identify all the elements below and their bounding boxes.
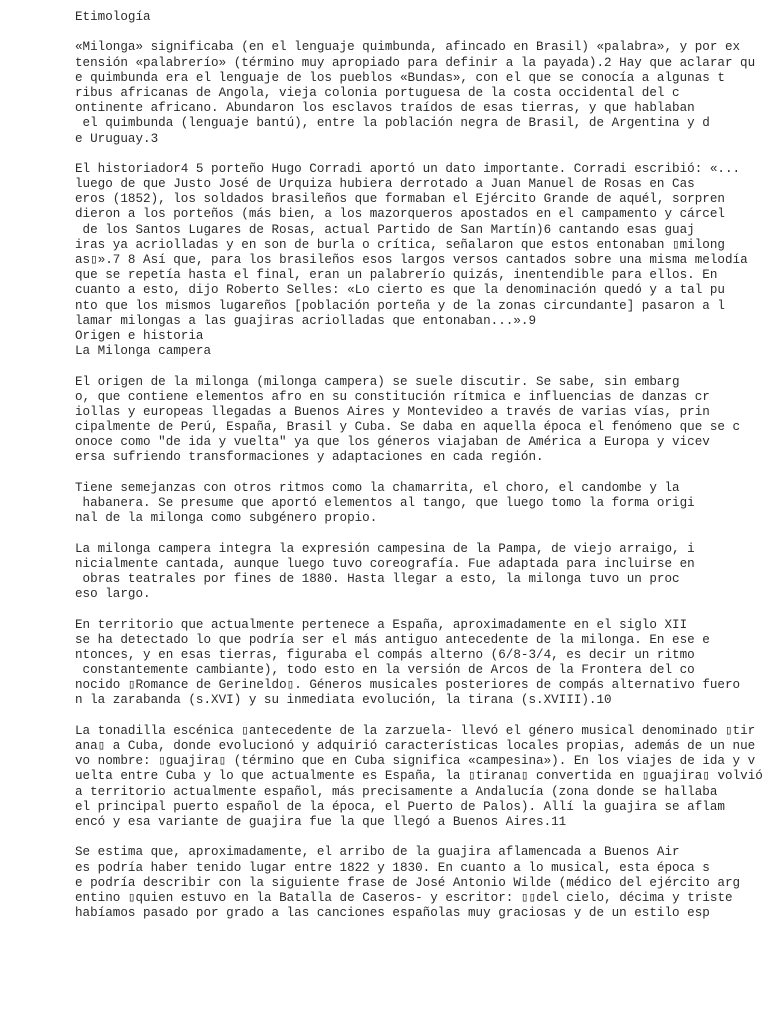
text-line: ersa sufriendo transformaciones y adaptaciones en cada región.: [75, 450, 544, 465]
text-line: Se estima que, aproximadamente, el arribo de la guajira aflamencada a Buenos Air: [75, 845, 680, 860]
text-line: vo nombre: ▯guajira▯ (término que en Cuba significa «campesina»). En los viajes de ida y v: [75, 754, 756, 769]
text-line: habanera. Se presume que aportó elementos al tango, que luego tomo la forma origi: [75, 496, 695, 510]
text-line: e Uruguay.3: [75, 131, 159, 146]
text-line: ribus africanas de Angola, vieja colonia portuguesa de la costa occidental del c: [75, 85, 680, 100]
text-line: La Milonga campera: [75, 344, 212, 359]
text-line: [75, 466, 765, 481]
text-line: cuanto a esto, dijo Roberto Selles: «Lo cierto es que la denominación quedó y a tal pu: [75, 283, 725, 298]
text-line: lamar milongas a las guajiras acriolladas que entonaban...».9: [75, 313, 537, 328]
text-line: La milonga campera integra la expresión campesina de la Pampa, de viejo arraigo, i: [75, 541, 695, 556]
text-line: [75, 709, 765, 724]
text-line: Origen e historia: [75, 328, 204, 343]
text-line: el quimbunda (lenguaje bantú), entre la población negra de Brasil, de Argentina y d: [75, 116, 710, 131]
text-line: que se repetía hasta el final, eran un palabrerío quizás, inentendible para ellos. En: [75, 268, 718, 283]
text-line: Etimología: [75, 10, 151, 24]
text-line: «Milonga» significaba (en el lenguaje quimbunda, afincado en Brasil) «palabra», y por ex: [75, 40, 741, 55]
text-line: [75, 830, 765, 845]
text-line: o, que contiene elementos afro en su constitución rítmica e influencias de danzas cr: [75, 389, 710, 404]
document-body: [75, 10, 765, 921]
text-line: eso largo.: [75, 587, 151, 602]
text-line: e podría describir con la siguiente frase de José Antonio Wilde (médico del ejército arg: [75, 875, 741, 890]
text-line: El historiador4 5 porteño Hugo Corradi aportó un dato importante. Corradi escribió: «...: [75, 161, 741, 176]
text-line: de los Santos Lugares de Rosas, actual Partido de San Martín)6 cantando esas guaj: [75, 222, 695, 237]
text-line: encó y esa variante de guajira fue la que llegó a Buenos Aires.11: [75, 814, 567, 829]
text-line: iras ya acriolladas y en son de burla o crítica, señalaron que estos entonaban ▯milong: [75, 237, 725, 252]
text-line: obras teatrales por fines de 1880. Hasta llegar a esto, la milonga tuvo un proc: [75, 571, 680, 586]
text-line: a territorio actualmente español, más precisamente a Andalucía (zona donde se hallaba: [75, 784, 718, 799]
text-line: el principal puerto español de la época, el Puerto de Palos). Allí la guajira se aflam: [75, 799, 725, 814]
text-line: constantemente cambiante), todo esto en la versión de Arcos de la Frontera del co: [75, 663, 695, 678]
text-line: En territorio que actualmente pertenece a España, aproximadamente en el siglo XII: [75, 617, 688, 632]
text-line: [75, 602, 765, 617]
text-line: ontinente africano. Abundaron los esclavos traídos de esas tierras, y que hablaban: [75, 101, 695, 116]
text-line: ntonces, y en esas tierras, figuraba el compás alterno (6/8-3/4, es decir un ritmo: [75, 647, 695, 662]
text-line: luego de que Justo José de Urquiza hubiera derrotado a Juan Manuel de Rosas en Cas: [75, 177, 695, 192]
text-line: se ha detectado lo que podría ser el más antiguo antecedente de la milonga. En ese e: [75, 632, 710, 647]
text-line: nocido ▯Romance de Gerineldo▯. Géneros musicales posteriores de compás alternativo fuero: [75, 678, 741, 693]
text-line: habíamos pasado por grado a las canciones españolas muy graciosas y de un estilo esp: [75, 906, 710, 921]
text-line: nicialmente cantada, aunque luego tuvo coreografía. Fue adaptada para incluirse en: [75, 556, 695, 571]
text-line: es podría haber tenido lugar entre 1822 y 1830. En cuanto a lo musical, esta época s: [75, 860, 710, 875]
text-line: [75, 359, 765, 374]
text-line: as▯».7 8 Así que, para los brasileños esos largos versos cantados sobre una misma melodía: [75, 253, 748, 267]
text-line: dieron a los porteños (más bien, a los mazorqueros apostados en el campamento y cárcel: [75, 207, 725, 222]
text-line: [75, 526, 765, 541]
text-line: nto que los mismos lugareños [población porteña y de la zonas circundante] pasaron a l: [75, 298, 725, 313]
text-line: n la zarabanda (s.XVI) y su inmediata evolución, la tirana (s.XVIII).10: [75, 693, 612, 708]
text-line: iollas y europeas llegadas a Buenos Aires y Montevideo a través de varias vías, prin: [75, 404, 710, 419]
text-line: eros (1852), los soldados brasileños que formaban el Ejército Grande de aquél, sorpren: [75, 192, 725, 207]
text-line: Tiene semejanzas con otros ritmos como la chamarrita, el choro, el candombe y la: [75, 480, 680, 495]
text-line: [75, 147, 765, 162]
text-line: nal de la milonga como subgénero propio.: [75, 511, 378, 526]
text-line: cipalmente de Perú, España, Brasil y Cuba. Se daba en aquella época el fenómeno que se c: [75, 420, 741, 435]
text-line: ana▯ a Cuba, donde evolucionó y adquirió características locales propias, además de un nue: [75, 739, 756, 753]
text-line: tensión «palabrerío» (término muy apropiado para definir a la payada).2 Hay que aclarar qu: [75, 55, 756, 70]
text-line: [75, 25, 765, 40]
text-line: La tonadilla escénica ▯antecedente de la zarzuela- llevó el género musical denominado ▯tir: [75, 723, 756, 738]
text-line: onoce como "de ida y vuelta" ya que los géneros viajaban de América a Europa y vicev: [75, 435, 710, 450]
text-line: e quimbunda era el lenguaje de los pueblos «Bundas», con el que se conocía a algunas t: [75, 70, 725, 85]
text-line: entino ▯quien estuvo en la Batalla de Caseros- y escritor: ▯▯del cielo, décima y triste: [75, 890, 733, 905]
text-line: El origen de la milonga (milonga campera) se suele discutir. Se sabe, sin embarg: [75, 374, 680, 389]
text-line: uelta entre Cuba y lo que actualmente es España, la ▯tirana▯ convertida en ▯guajira▯ volvió: [75, 769, 763, 784]
